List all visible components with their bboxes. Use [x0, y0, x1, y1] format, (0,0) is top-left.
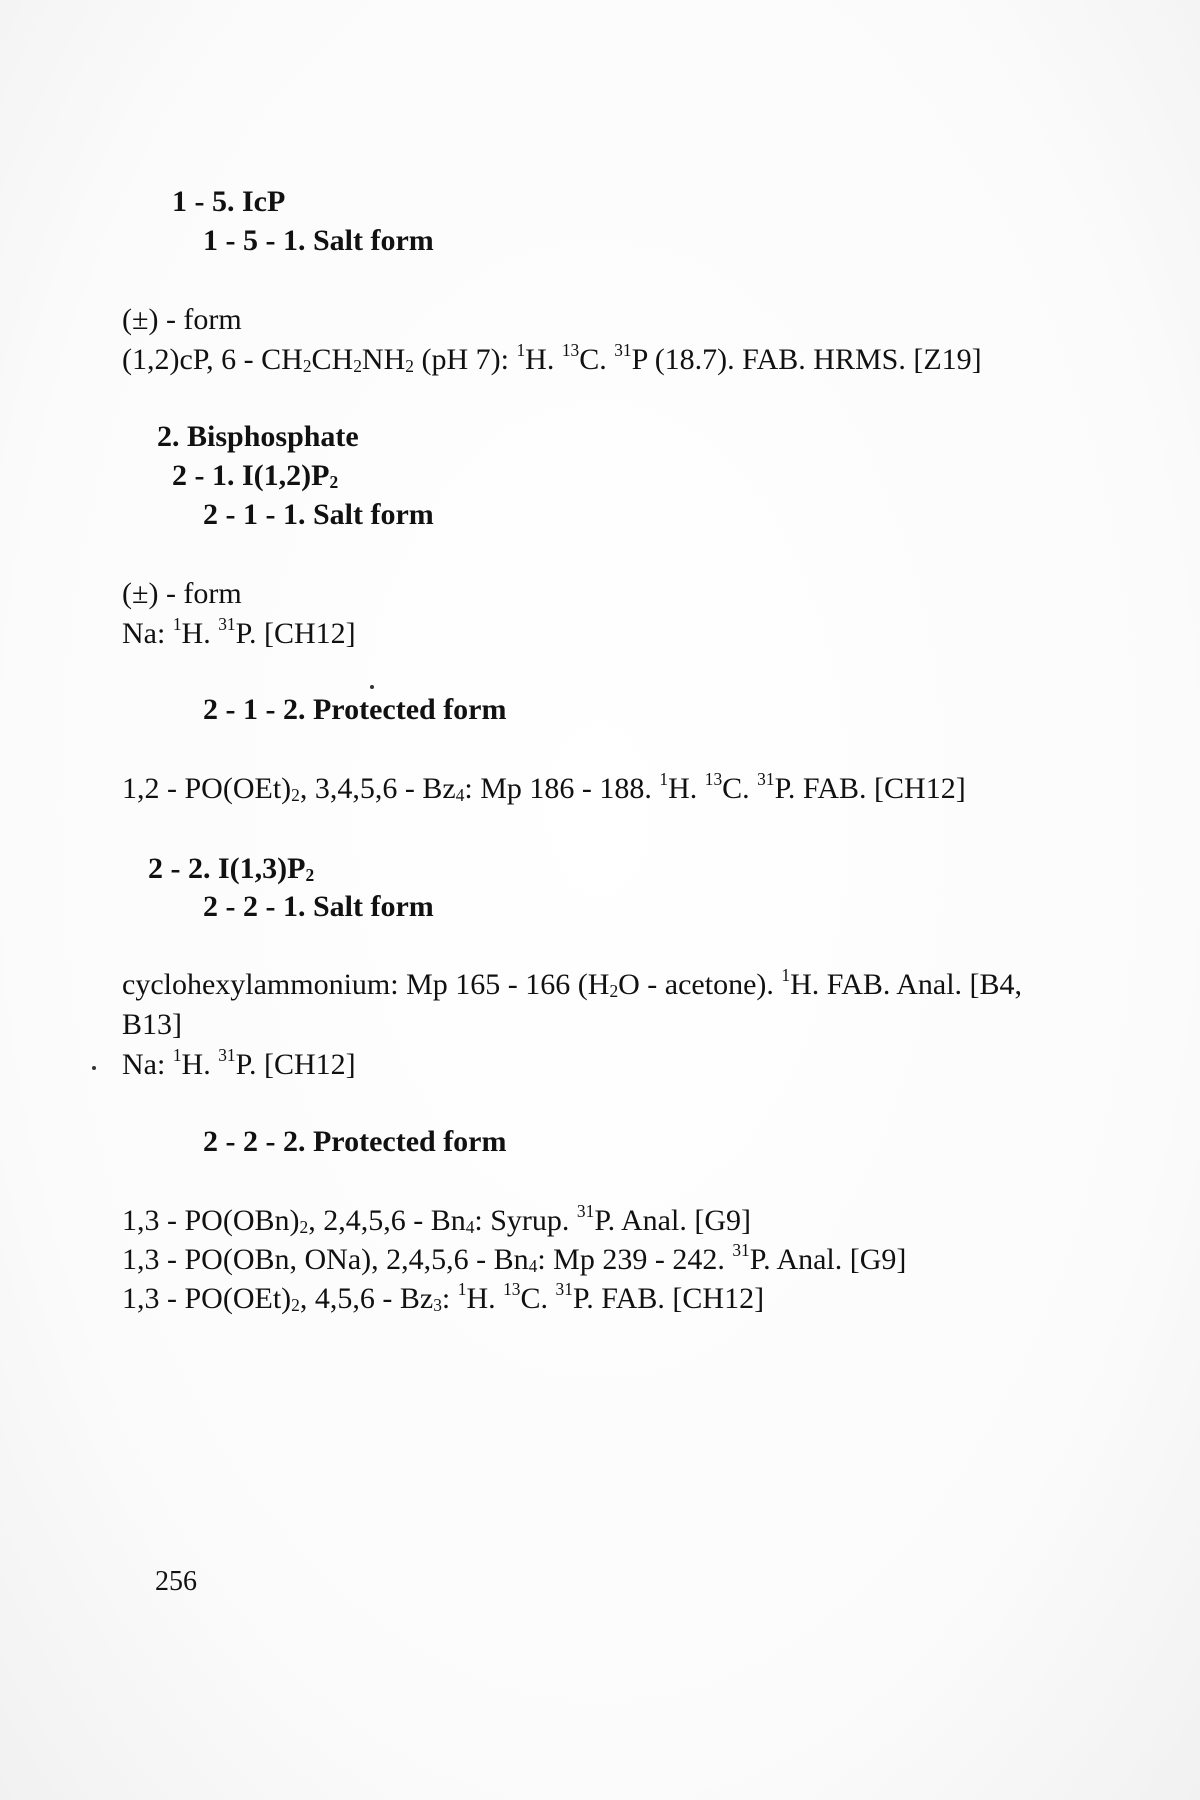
- entry-na-salt-1-2: Na: $^1$H. $^{31}$P. [CH12]: [122, 613, 356, 650]
- heading-1-5: 1 - 5. IcP: [172, 185, 286, 218]
- margin-bullet-dot: [92, 1066, 96, 1070]
- racemic-form-label-1: (±) - form: [122, 303, 242, 336]
- heading-1-5-1: 1 - 5 - 1. Salt form: [203, 224, 434, 257]
- page-number: 256: [155, 1566, 197, 1597]
- heading-2-1-1: 2 - 1 - 1. Salt form: [203, 498, 434, 531]
- heading-2-1: 2 - 1. $I(1,2)P_2$: [172, 459, 339, 493]
- entry-na-salt-1-3: Na: $^1$H. $^{31}$P. [CH12]: [122, 1044, 356, 1081]
- entry-cyclohexylammonium: cyclohexylammonium: Mp 165 - 166 ($H_2O$ - acetone). $^1$H. FAB. Anal. [B4,: [122, 964, 1023, 1002]
- entry-pobn-ona-bn4: 1,3 - PO(OBn, ONa), $2,4,5,6 - Bn_4$: Mp 239 - 242. $^{31}$P. Anal. [G9]: [122, 1239, 907, 1277]
- racemic-form-label-2: (±) - form: [122, 577, 242, 610]
- stray-dot: [370, 685, 374, 689]
- heading-2-2: 2 - 2. $I(1,3)P_2$: [148, 852, 315, 886]
- entry-cyclohexylammonium-cont: B13]: [122, 1008, 182, 1041]
- heading-2-2-2: 2 - 2 - 2. Protected form: [203, 1125, 507, 1158]
- entry-poet-bz4: $1,2 - PO(OEt)_2$, $3,4,5,6 - Bz_4$: Mp 186 - 188. $^1$H. $^{13}$C. $^{31}$P. FAB. [CH12]: [122, 768, 966, 806]
- entry-poet-bz3: $1,3 - PO(OEt)_2$, $4,5,6 - Bz_3$: $^1$H. $^{13}$C. $^{31}$P. FAB. [CH12]: [122, 1278, 765, 1316]
- entry-pobn-bn4-syrup: $1,3 - PO(OBn)_2$, $2,4,5,6 - Bn_4$: Syrup. $^{31}$P. Anal. [G9]: [122, 1200, 751, 1238]
- entry-cp-aminoethyl: (1,2)cP, $6 - CH_2CH_2NH_2$ (pH 7): $^1$H. $^{13}$C. $^{31}$P (18.7). FAB. HRMS. [Z19]: [122, 339, 982, 377]
- heading-2-bisphosphate: 2. Bisphosphate: [157, 420, 359, 453]
- heading-2-2-1: 2 - 2 - 1. Salt form: [203, 890, 434, 923]
- heading-2-1-2: 2 - 1 - 2. Protected form: [203, 693, 507, 726]
